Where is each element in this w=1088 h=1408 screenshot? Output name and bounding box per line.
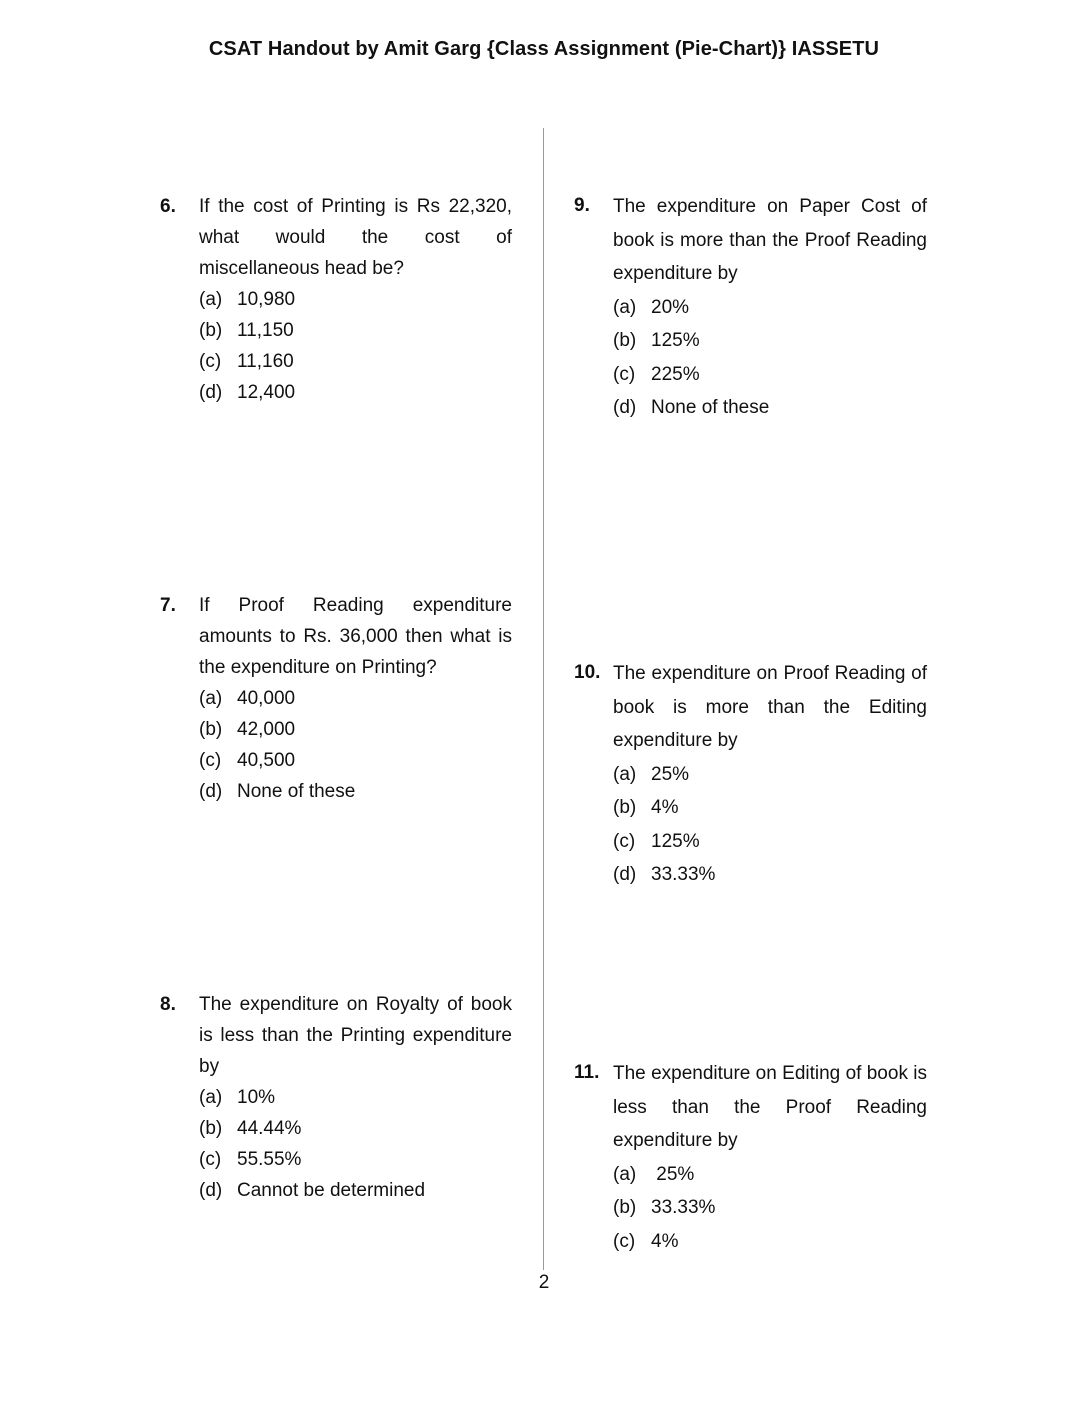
- option-a[interactable]: (a) 20%: [613, 296, 690, 318]
- question-number: 11.: [574, 1062, 600, 1083]
- question-text: The expenditure on Proof Reading of book is more than the Editing expenditure by: [613, 663, 927, 751]
- option-list: [199, 284, 512, 408]
- option-d[interactable]: (d) Cannot be determined: [199, 1180, 426, 1201]
- option-b[interactable]: (b) 125%: [613, 330, 700, 351]
- question-6: [160, 191, 512, 408]
- page-header: CSAT Handout by Amit Garg {Class Assignment (Pie-Chart)} IASSETU: [208, 38, 880, 60]
- option-a[interactable]: (a) 10%: [199, 1087, 276, 1108]
- option-d[interactable]: (d) 33.33%: [613, 864, 716, 885]
- option-c[interactable]: (c) 40,500: [199, 750, 296, 771]
- question-text: The expenditure on Royalty of book is less than the Printing expenditure by: [199, 994, 512, 1077]
- question-7: [160, 590, 512, 807]
- option-list: [199, 1082, 512, 1206]
- option-c[interactable]: (c) 125%: [613, 830, 700, 852]
- question-number: 9.: [574, 195, 590, 216]
- column-divider: [543, 128, 544, 1270]
- page-number: 2: [538, 1272, 550, 1293]
- question-text: If the cost of Printing is Rs 22,320, what would the cost of miscellaneous head be?: [199, 196, 512, 279]
- option-a[interactable]: (a) 40,000: [199, 688, 296, 709]
- option-b[interactable]: (b) 44.44%: [199, 1118, 302, 1139]
- option-a[interactable]: (a) 10,980: [199, 289, 296, 310]
- option-list: [613, 758, 927, 892]
- option-b[interactable]: (b) 11,150: [199, 320, 294, 341]
- option-list: [613, 291, 927, 425]
- option-a[interactable]: (a) 25%: [613, 1163, 695, 1185]
- option-d[interactable]: (d) None of these: [199, 781, 356, 802]
- option-b[interactable]: (b) 4%: [613, 797, 679, 818]
- option-b[interactable]: (b) 33.33%: [613, 1197, 716, 1218]
- option-c[interactable]: (c) 55.55%: [199, 1149, 302, 1170]
- question-10: [574, 657, 927, 892]
- option-d[interactable]: (d) 12,400: [199, 382, 296, 403]
- option-c[interactable]: (c) 11,160: [199, 351, 294, 372]
- question-number: 6.: [160, 196, 176, 217]
- question-number: 10.: [574, 662, 601, 683]
- option-list: [199, 683, 512, 807]
- question-text: The expenditure on Paper Cost of book is more than the Proof Reading expenditure by: [613, 196, 927, 284]
- question-8: [160, 989, 512, 1206]
- option-b[interactable]: (b) 42,000: [199, 719, 296, 740]
- question-11: [574, 1057, 927, 1258]
- option-a[interactable]: (a) 25%: [613, 763, 690, 785]
- question-number: 7.: [160, 595, 176, 616]
- option-c[interactable]: (c) 4%: [613, 1230, 679, 1252]
- option-d[interactable]: (d) None of these: [613, 397, 770, 418]
- question-text: The expenditure on Editing of book is less than the Proof Reading expenditure by: [613, 1063, 927, 1151]
- question-text: If Proof Reading expenditure amounts to Rs. 36,000 then what is the expenditure on Printing?: [199, 595, 512, 678]
- option-list: [613, 1158, 927, 1259]
- question-number: 8.: [160, 994, 176, 1015]
- question-9: [574, 190, 927, 425]
- option-c[interactable]: (c) 225%: [613, 363, 700, 385]
